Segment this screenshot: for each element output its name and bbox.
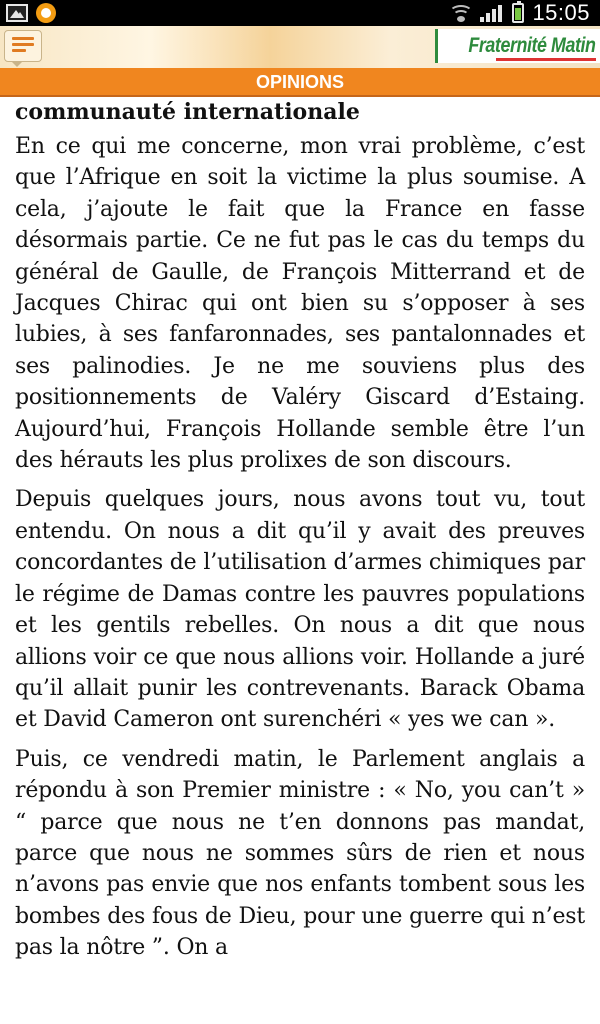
article-paragraph: Puis, ce vendredi matin, le Parlement anglais a répondu à son Premier ministre : « No, you can’t » “ parce que nous ne t’en donnons pas mandat, parce que nous ne sommes sûrs de rien et nous n’avons pas envie que nos enfants tombent sous les bombes des fous de Dieu, pour une guerre qui n’est pas la nôtre ”. On a	[15, 746, 585, 961]
app-header	[0, 26, 600, 68]
status-bar	[0, 0, 600, 26]
menu-button[interactable]	[4, 30, 42, 62]
section-title-bar	[0, 68, 600, 97]
section-title: OPINIONS	[255, 72, 344, 92]
app-circle-icon	[36, 3, 56, 23]
brand-logo[interactable]	[435, 29, 600, 63]
status-left-icons	[6, 3, 56, 23]
wifi-icon	[450, 4, 472, 22]
brand-name: Fraternité Matin	[468, 34, 596, 57]
article-subheading: communauté internationale	[15, 99, 360, 125]
gallery-icon	[6, 4, 28, 22]
battery-icon	[512, 3, 524, 23]
signal-icon	[480, 4, 504, 22]
article-paragraph: En ce qui me concerne, mon vrai problème, c’est que l’Afrique en soit la victime la plus soumise. A cela, j’ajoute le fait que la France en fasse désormais partie. Ce ne fut pas le cas du temps du général de Gaulle, de François Mitterrand et de Jacques Chirac qui ont bien su s’opposer à ses lubies, à ses fanfaronnades, ses pantalonnades et ses palinodies. Je ne me souviens plus des positionnements de Valéry Giscard d’Estaing. Aujourd’hui, François Hollande semble être l’un des hérauts les plus prolixes de son discours.	[15, 134, 585, 474]
article-body[interactable]	[15, 97, 585, 972]
status-clock: 15:05	[532, 0, 590, 25]
chat-menu-icon	[12, 37, 34, 55]
status-right-icons	[450, 0, 590, 26]
article-paragraph: Depuis quelques jours, nous avons tout vu, tout entendu. On nous a dit qu’il y avait des preuves concordantes de l’utilisation d’armes chimiques par le régime de Damas contre les pauvres populations et les gentils rebelles. On nous a dit que nous allions voir ce que nous allions voir. Hollande a juré qu’il allait punir les contrevenants. Barack Obama et David Cameron ont surenchéri « yes we can ».	[15, 487, 585, 733]
